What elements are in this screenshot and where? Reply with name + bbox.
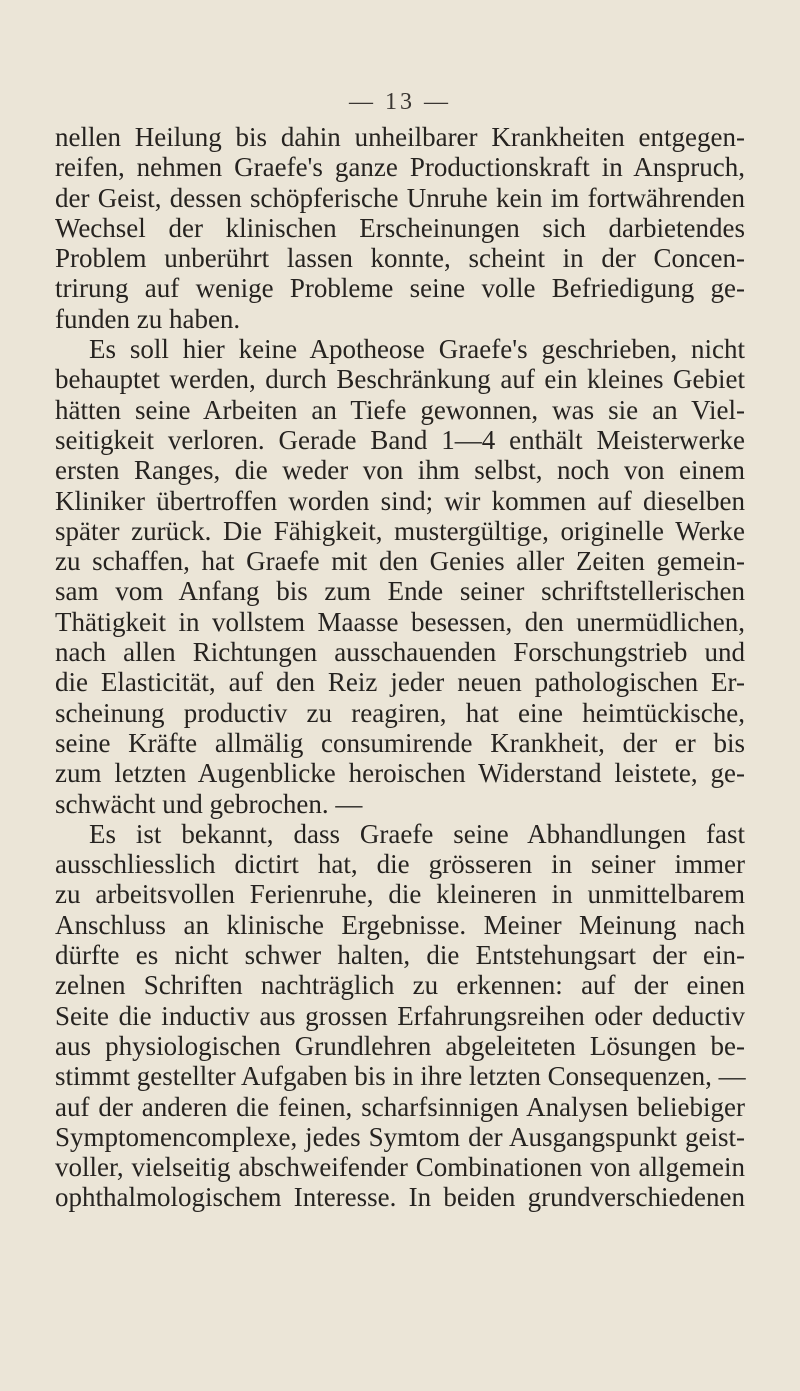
text-line: stimmt gestellter Aufgaben bis in ihre letzten Consequenzen, — [55,1061,746,1092]
text-line: Seite die inductiv aus grossen Erfahrungsreihen oder deductiv [55,1000,745,1031]
text-line: hätten seine Arbeiten an Tiefe gewonnen, was sie an Viel- [55,394,745,425]
text-line: Problem unberührt lassen konnte, scheint in der Concen- [55,243,745,274]
text-line: Thätigkeit in vollstem Maasse besessen, den unermüdlichen, [55,606,745,637]
text-line: Wechsel der klinischen Erscheinungen sich darbietendes [55,212,745,243]
text-line: seitigkeit verloren. Gerade Band 1—4 enthält Meisterwerke [55,424,745,455]
text-line: aus physiologischen Grundlehren abgeleiteten Lösungen be- [55,1030,745,1061]
text-line: sam vom Anfang bis zum Ende seiner schriftstellerischen [55,576,745,607]
text-line: seine Kräfte allmälig consumirende Krankheit, der er bis [55,727,745,758]
text-line: auf der anderen die feinen, scharfsinnigen Analysen beliebiger [55,1091,745,1122]
text-line: zum letzten Augenblicke heroischen Widerstand leistete, ge- [55,758,745,789]
text-line: reifen, nehmen Graefe's ganze Productionskraft in Anspruch, [55,152,745,183]
text-line: später zurück. Die Fähigkeit, mustergültige, originelle Werke [55,515,745,546]
text-line: Anschluss an klinische Ergebnisse. Meiner Meinung nach [55,909,745,940]
text-line: ausschliesslich dictirt hat, die grösseren in seiner immer [55,849,745,880]
text-line: schwächt und gebrochen. — [55,788,363,819]
text-line: ophthalmologischem Interesse. In beiden grundverschiedenen [55,1182,745,1213]
text-line: ersten Ranges, die weder von ihm selbst, noch von einem [55,455,745,486]
text-line: Symptomencomplexe, jedes Symtom der Ausgangspunkt geist- [55,1121,745,1152]
text-line: zu arbeitsvollen Ferienruhe, die kleineren in unmittelbarem [55,879,745,910]
text-line: behauptet werden, durch Beschränkung auf ein kleines Gebiet [55,364,745,395]
text-line: scheinung productiv zu reagiren, hat eine heimtückische, [55,697,745,728]
page-number: — 13 — [349,89,451,115]
text-line: nach allen Richtungen ausschauenden Forschungstrieb und [55,637,745,668]
text-line: dürfte es nicht schwer halten, die Entstehungsart der ein- [55,940,745,971]
text-line: zelnen Schriften nachträglich zu erkennen: auf der einen [55,970,745,1001]
text-line: der Geist, dessen schöpferische Unruhe kein im fortwährenden [55,182,745,213]
text-line: Es ist bekannt, dass Graefe seine Abhandlungen fast [89,818,745,849]
text-line: Kliniker übertroffen worden sind; wir kommen auf dieselben [55,485,745,516]
text-line: trirung auf wenige Probleme seine volle Befriedigung ge- [55,273,745,304]
text-line: zu schaffen, hat Graefe mit den Genies aller Zeiten gemein- [55,546,745,577]
text-line: nellen Heilung bis dahin unheilbarer Krankheiten entgegen- [55,122,745,152]
text-line: die Elasticität, auf den Reiz jeder neuen pathologischen Er- [55,667,745,698]
text-line: funden zu haben. [55,303,241,334]
body-text [55,122,745,1213]
text-line: voller, vielseitig abschweifender Combinationen von allgemein [55,1152,745,1183]
text-line: Es soll hier keine Apotheose Graefe's geschrieben, nicht [89,334,745,365]
